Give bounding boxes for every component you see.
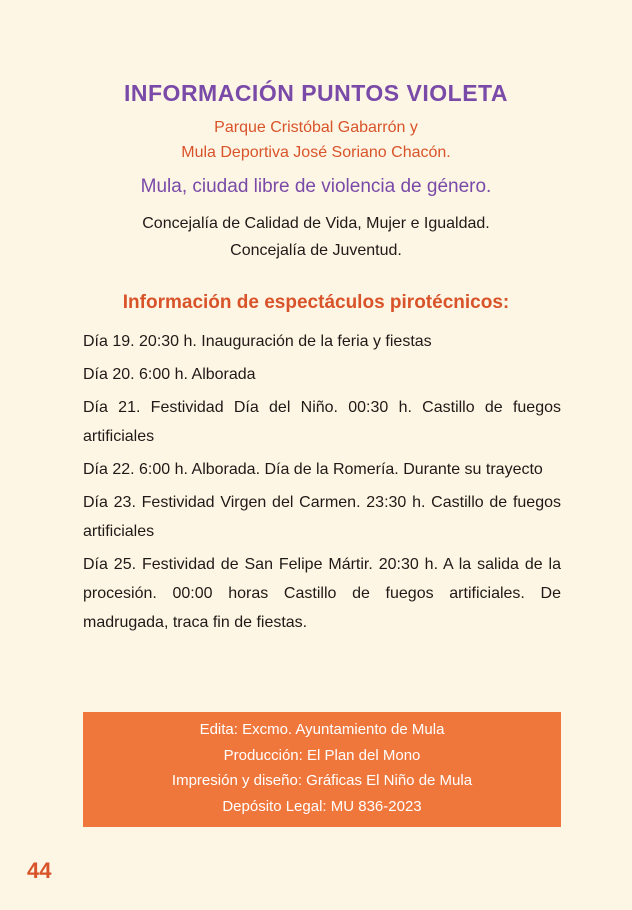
event-item: Día 23. Festividad Virgen del Carmen. 23:30 h. Castillo de fuegos artificiales: [83, 494, 561, 540]
credits-box: [83, 712, 561, 827]
page-number: 44: [27, 858, 52, 883]
credit-printing: Impresión y diseño: Gráficas El Niño de Mula: [171, 772, 473, 789]
slogan: Mula, ciudad libre de violencia de género.: [140, 176, 492, 197]
credit-publisher: Edita: Excmo. Ayuntamiento de Mula: [199, 721, 445, 738]
department-line-1: Concejalía de Calidad de Vida, Mujer e Igualdad.: [142, 215, 490, 232]
credit-legal-deposit: Depósito Legal: MU 836-2023: [222, 797, 422, 815]
location-line-2: Mula Deportiva José Soriano Chacón.: [181, 144, 451, 161]
event-item: Día 19. 20:30 h. Inauguración de la feria y fiestas: [83, 333, 432, 350]
credit-production: Producción: El Plan del Mono: [223, 746, 421, 764]
department-line-2: Concejalía de Juventud.: [230, 242, 402, 259]
event-item: Día 22. 6:00 h. Alborada. Día de la Romería. Durante su trayecto: [83, 461, 543, 478]
pyrotechnics-heading: Información de espectáculos pirotécnicos:: [122, 292, 510, 313]
event-item: Día 20. 6:00 h. Alborada: [83, 366, 256, 383]
location-line-1: Parque Cristóbal Gabarrón y: [214, 119, 418, 136]
event-item: Día 25. Festividad de San Felipe Mártir. 20:30 h. A la salida de la procesión. 00:00 horas Castillo de fuegos artificiales. De madrugada, traca fin de fiestas.: [83, 556, 561, 631]
events-list: [83, 327, 561, 641]
event-item: Día 21. Festividad Día del Niño. 00:30 h. Castillo de fuegos artificiales: [83, 399, 561, 445]
page-title: INFORMACIÓN PUNTOS VIOLETA: [124, 80, 508, 106]
